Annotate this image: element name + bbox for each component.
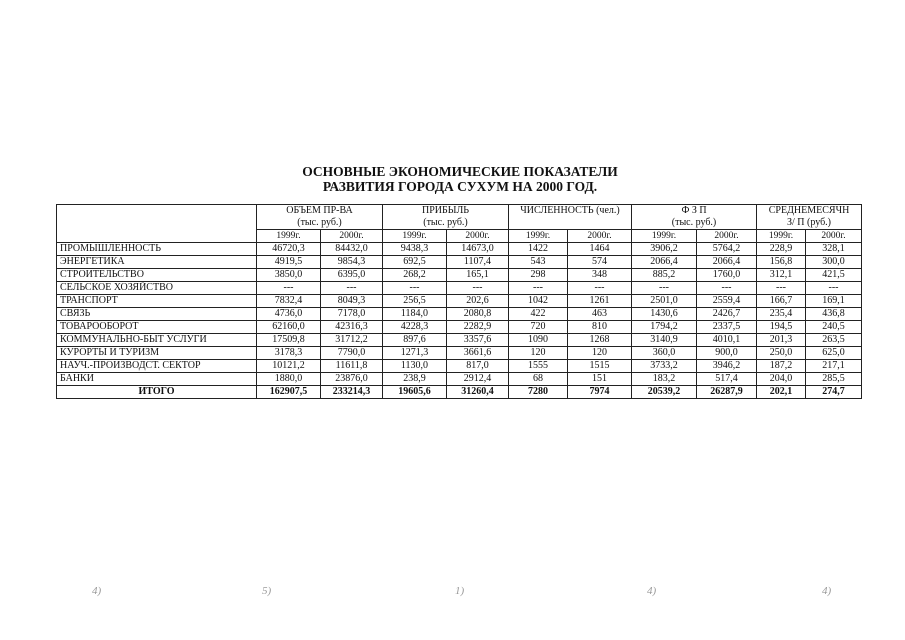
value-cell: 2282,9: [447, 321, 509, 334]
value-cell: 720: [509, 321, 568, 334]
value-cell: 238,9: [383, 373, 447, 386]
group-header-unit: (тыс. руб.): [297, 217, 342, 228]
value-cell: 422: [509, 308, 568, 321]
value-cell: 151: [568, 373, 632, 386]
title-line-2: РАЗВИТИЯ ГОРОДА СУХУМ НА 2000 ГОД.: [322, 179, 598, 194]
value-cell: 1107,4: [447, 256, 509, 269]
value-cell: 1042: [509, 295, 568, 308]
value-cell: 1422: [509, 243, 568, 256]
value-cell: 20539,2: [632, 386, 697, 399]
table-row: [57, 360, 862, 373]
row-label: ПРОМЫШЛЕННОСТЬ: [57, 243, 257, 256]
value-cell: ---: [757, 282, 806, 295]
value-cell: ---: [697, 282, 757, 295]
value-cell: 2426,7: [697, 308, 757, 321]
value-cell: 165,1: [447, 269, 509, 282]
value-cell: 169,1: [806, 295, 862, 308]
row-label: КОММУНАЛЬНО-БЫТ УСЛУГИ: [57, 334, 257, 347]
value-cell: 2066,4: [697, 256, 757, 269]
value-cell: ---: [321, 282, 383, 295]
value-cell: 3946,2: [697, 360, 757, 373]
table-row: [57, 243, 862, 256]
group-header-avg-salary: [757, 205, 862, 230]
row-label: БАНКИ: [57, 373, 257, 386]
group-header-unit: (тыс. руб.): [423, 217, 468, 228]
value-cell: 187,2: [757, 360, 806, 373]
table-body: [57, 243, 862, 399]
value-cell: 2337,5: [697, 321, 757, 334]
value-cell: 9438,3: [383, 243, 447, 256]
group-header-payroll: [632, 205, 757, 230]
value-cell: 463: [568, 308, 632, 321]
value-cell: 900,0: [697, 347, 757, 360]
corner-cell: [57, 205, 257, 243]
year-header: 2000г.: [697, 230, 757, 243]
value-cell: 183,2: [632, 373, 697, 386]
value-cell: 810: [568, 321, 632, 334]
value-cell: 217,1: [806, 360, 862, 373]
value-cell: ---: [509, 282, 568, 295]
value-cell: 1130,0: [383, 360, 447, 373]
value-cell: 1794,2: [632, 321, 697, 334]
value-cell: 2080,8: [447, 308, 509, 321]
value-cell: 1268: [568, 334, 632, 347]
value-cell: 3357,6: [447, 334, 509, 347]
value-cell: 9854,3: [321, 256, 383, 269]
value-cell: 543: [509, 256, 568, 269]
value-cell: 68: [509, 373, 568, 386]
table-row: [57, 347, 862, 360]
document-title: [250, 164, 670, 194]
value-cell: 1261: [568, 295, 632, 308]
value-cell: 1090: [509, 334, 568, 347]
value-cell: 574: [568, 256, 632, 269]
group-header-line: ОБЪЕМ ПР-ВА: [286, 205, 353, 216]
table-row: [57, 295, 862, 308]
indicators-table: [56, 204, 862, 399]
value-cell: 360,0: [632, 347, 697, 360]
table-row: [57, 321, 862, 334]
value-cell: 897,6: [383, 334, 447, 347]
value-cell: 885,2: [632, 269, 697, 282]
value-cell: 10121,2: [257, 360, 321, 373]
value-cell: 26287,9: [697, 386, 757, 399]
row-label: ЭНЕРГЕТИКА: [57, 256, 257, 269]
year-header: 2000г.: [321, 230, 383, 243]
value-cell: ---: [632, 282, 697, 295]
year-header: 1999г.: [383, 230, 447, 243]
row-label: ТОВАРООБОРОТ: [57, 321, 257, 334]
total-row: [57, 386, 862, 399]
value-cell: 436,8: [806, 308, 862, 321]
value-cell: 1515: [568, 360, 632, 373]
value-cell: 625,0: [806, 347, 862, 360]
value-cell: 263,5: [806, 334, 862, 347]
value-cell: 5764,2: [697, 243, 757, 256]
value-cell: 285,5: [806, 373, 862, 386]
value-cell: 201,3: [757, 334, 806, 347]
year-header: 2000г.: [568, 230, 632, 243]
value-cell: 3178,3: [257, 347, 321, 360]
row-label: СТРОИТЕЛЬСТВО: [57, 269, 257, 282]
value-cell: 312,1: [757, 269, 806, 282]
page-mark: 5): [262, 585, 272, 597]
value-cell: ---: [568, 282, 632, 295]
year-header: 2000г.: [806, 230, 862, 243]
group-header-unit: З/ П (руб.): [787, 217, 832, 228]
value-cell: 7178,0: [321, 308, 383, 321]
value-cell: ---: [257, 282, 321, 295]
value-cell: 7280: [509, 386, 568, 399]
value-cell: 268,2: [383, 269, 447, 282]
year-header: 1999г.: [257, 230, 321, 243]
group-header-headcount: [509, 205, 632, 230]
value-cell: 817,0: [447, 360, 509, 373]
group-header-profit: [383, 205, 509, 230]
row-label: СВЯЗЬ: [57, 308, 257, 321]
value-cell: 250,0: [757, 347, 806, 360]
value-cell: 14673,0: [447, 243, 509, 256]
value-cell: 3661,6: [447, 347, 509, 360]
value-cell: 166,7: [757, 295, 806, 308]
value-cell: 11611,8: [321, 360, 383, 373]
value-cell: 1184,0: [383, 308, 447, 321]
page-mark: 1): [455, 585, 465, 597]
value-cell: 4919,5: [257, 256, 321, 269]
value-cell: 1880,0: [257, 373, 321, 386]
value-cell: 421,5: [806, 269, 862, 282]
value-cell: 6395,0: [321, 269, 383, 282]
year-header: 2000г.: [447, 230, 509, 243]
value-cell: 328,1: [806, 243, 862, 256]
value-cell: 1464: [568, 243, 632, 256]
value-cell: 120: [509, 347, 568, 360]
value-cell: ---: [806, 282, 862, 295]
value-cell: 256,5: [383, 295, 447, 308]
value-cell: 202,1: [757, 386, 806, 399]
value-cell: 228,9: [757, 243, 806, 256]
value-cell: 19605,6: [383, 386, 447, 399]
value-cell: 84432,0: [321, 243, 383, 256]
value-cell: 31260,4: [447, 386, 509, 399]
value-cell: 298: [509, 269, 568, 282]
table-row: [57, 308, 862, 321]
value-cell: 2066,4: [632, 256, 697, 269]
value-cell: 3906,2: [632, 243, 697, 256]
table-row: [57, 256, 862, 269]
value-cell: 3733,2: [632, 360, 697, 373]
table-row: [57, 334, 862, 347]
year-header: 1999г.: [757, 230, 806, 243]
value-cell: 162907,5: [257, 386, 321, 399]
year-header: 1999г.: [509, 230, 568, 243]
group-header-line: Ф З П: [681, 205, 707, 216]
group-header-unit: (тыс. руб.): [671, 217, 717, 228]
value-cell: 1430,6: [632, 308, 697, 321]
value-cell: 4228,3: [383, 321, 447, 334]
row-label: КУРОРТЫ И ТУРИЗМ: [57, 347, 257, 360]
value-cell: 31712,2: [321, 334, 383, 347]
value-cell: 4010,1: [697, 334, 757, 347]
value-cell: 240,5: [806, 321, 862, 334]
value-cell: 7832,4: [257, 295, 321, 308]
value-cell: 7790,0: [321, 347, 383, 360]
value-cell: 120: [568, 347, 632, 360]
row-label: СЕЛЬСКОЕ ХОЗЯЙСТВО: [57, 282, 257, 295]
row-label: НАУЧ.-ПРОИЗВОДСТ. СЕКТОР: [57, 360, 257, 373]
group-header-line: СРЕДНЕМЕСЯЧН: [768, 205, 850, 216]
value-cell: 62160,0: [257, 321, 321, 334]
page-mark: 4): [647, 585, 657, 597]
total-label: ИТОГО: [57, 386, 257, 399]
value-cell: ---: [447, 282, 509, 295]
value-cell: 194,5: [757, 321, 806, 334]
table-row: [57, 373, 862, 386]
value-cell: 233214,3: [321, 386, 383, 399]
table-row: [57, 282, 862, 295]
value-cell: 42316,3: [321, 321, 383, 334]
year-header: 1999г.: [632, 230, 697, 243]
value-cell: 1760,0: [697, 269, 757, 282]
group-header-output: [257, 205, 383, 230]
value-cell: 300,0: [806, 256, 862, 269]
title-line-1: ОСНОВНЫЕ ЭКОНОМИЧЕСКИЕ ПОКАЗАТЕЛИ: [302, 164, 618, 179]
value-cell: 23876,0: [321, 373, 383, 386]
value-cell: 235,4: [757, 308, 806, 321]
group-header-line: ЧИСЛЕННОСТЬ (чел.): [520, 205, 620, 216]
value-cell: 46720,3: [257, 243, 321, 256]
group-header-line: ПРИБЫЛЬ: [422, 205, 469, 216]
value-cell: 8049,3: [321, 295, 383, 308]
value-cell: 348: [568, 269, 632, 282]
value-cell: 1271,3: [383, 347, 447, 360]
value-cell: 2912,4: [447, 373, 509, 386]
value-cell: 7974: [568, 386, 632, 399]
value-cell: 692,5: [383, 256, 447, 269]
page-mark: 4): [92, 585, 102, 597]
value-cell: 2501,0: [632, 295, 697, 308]
value-cell: 156,8: [757, 256, 806, 269]
value-cell: 3140,9: [632, 334, 697, 347]
group-header-row: [57, 205, 862, 230]
value-cell: 204,0: [757, 373, 806, 386]
value-cell: 4736,0: [257, 308, 321, 321]
value-cell: 274,7: [806, 386, 862, 399]
value-cell: 202,6: [447, 295, 509, 308]
page-mark: 4): [822, 585, 832, 597]
table-row: [57, 269, 862, 282]
value-cell: 17509,8: [257, 334, 321, 347]
value-cell: 2559,4: [697, 295, 757, 308]
value-cell: 517,4: [697, 373, 757, 386]
value-cell: 1555: [509, 360, 568, 373]
value-cell: 3850,0: [257, 269, 321, 282]
value-cell: ---: [383, 282, 447, 295]
row-label: ТРАНСПОРТ: [57, 295, 257, 308]
